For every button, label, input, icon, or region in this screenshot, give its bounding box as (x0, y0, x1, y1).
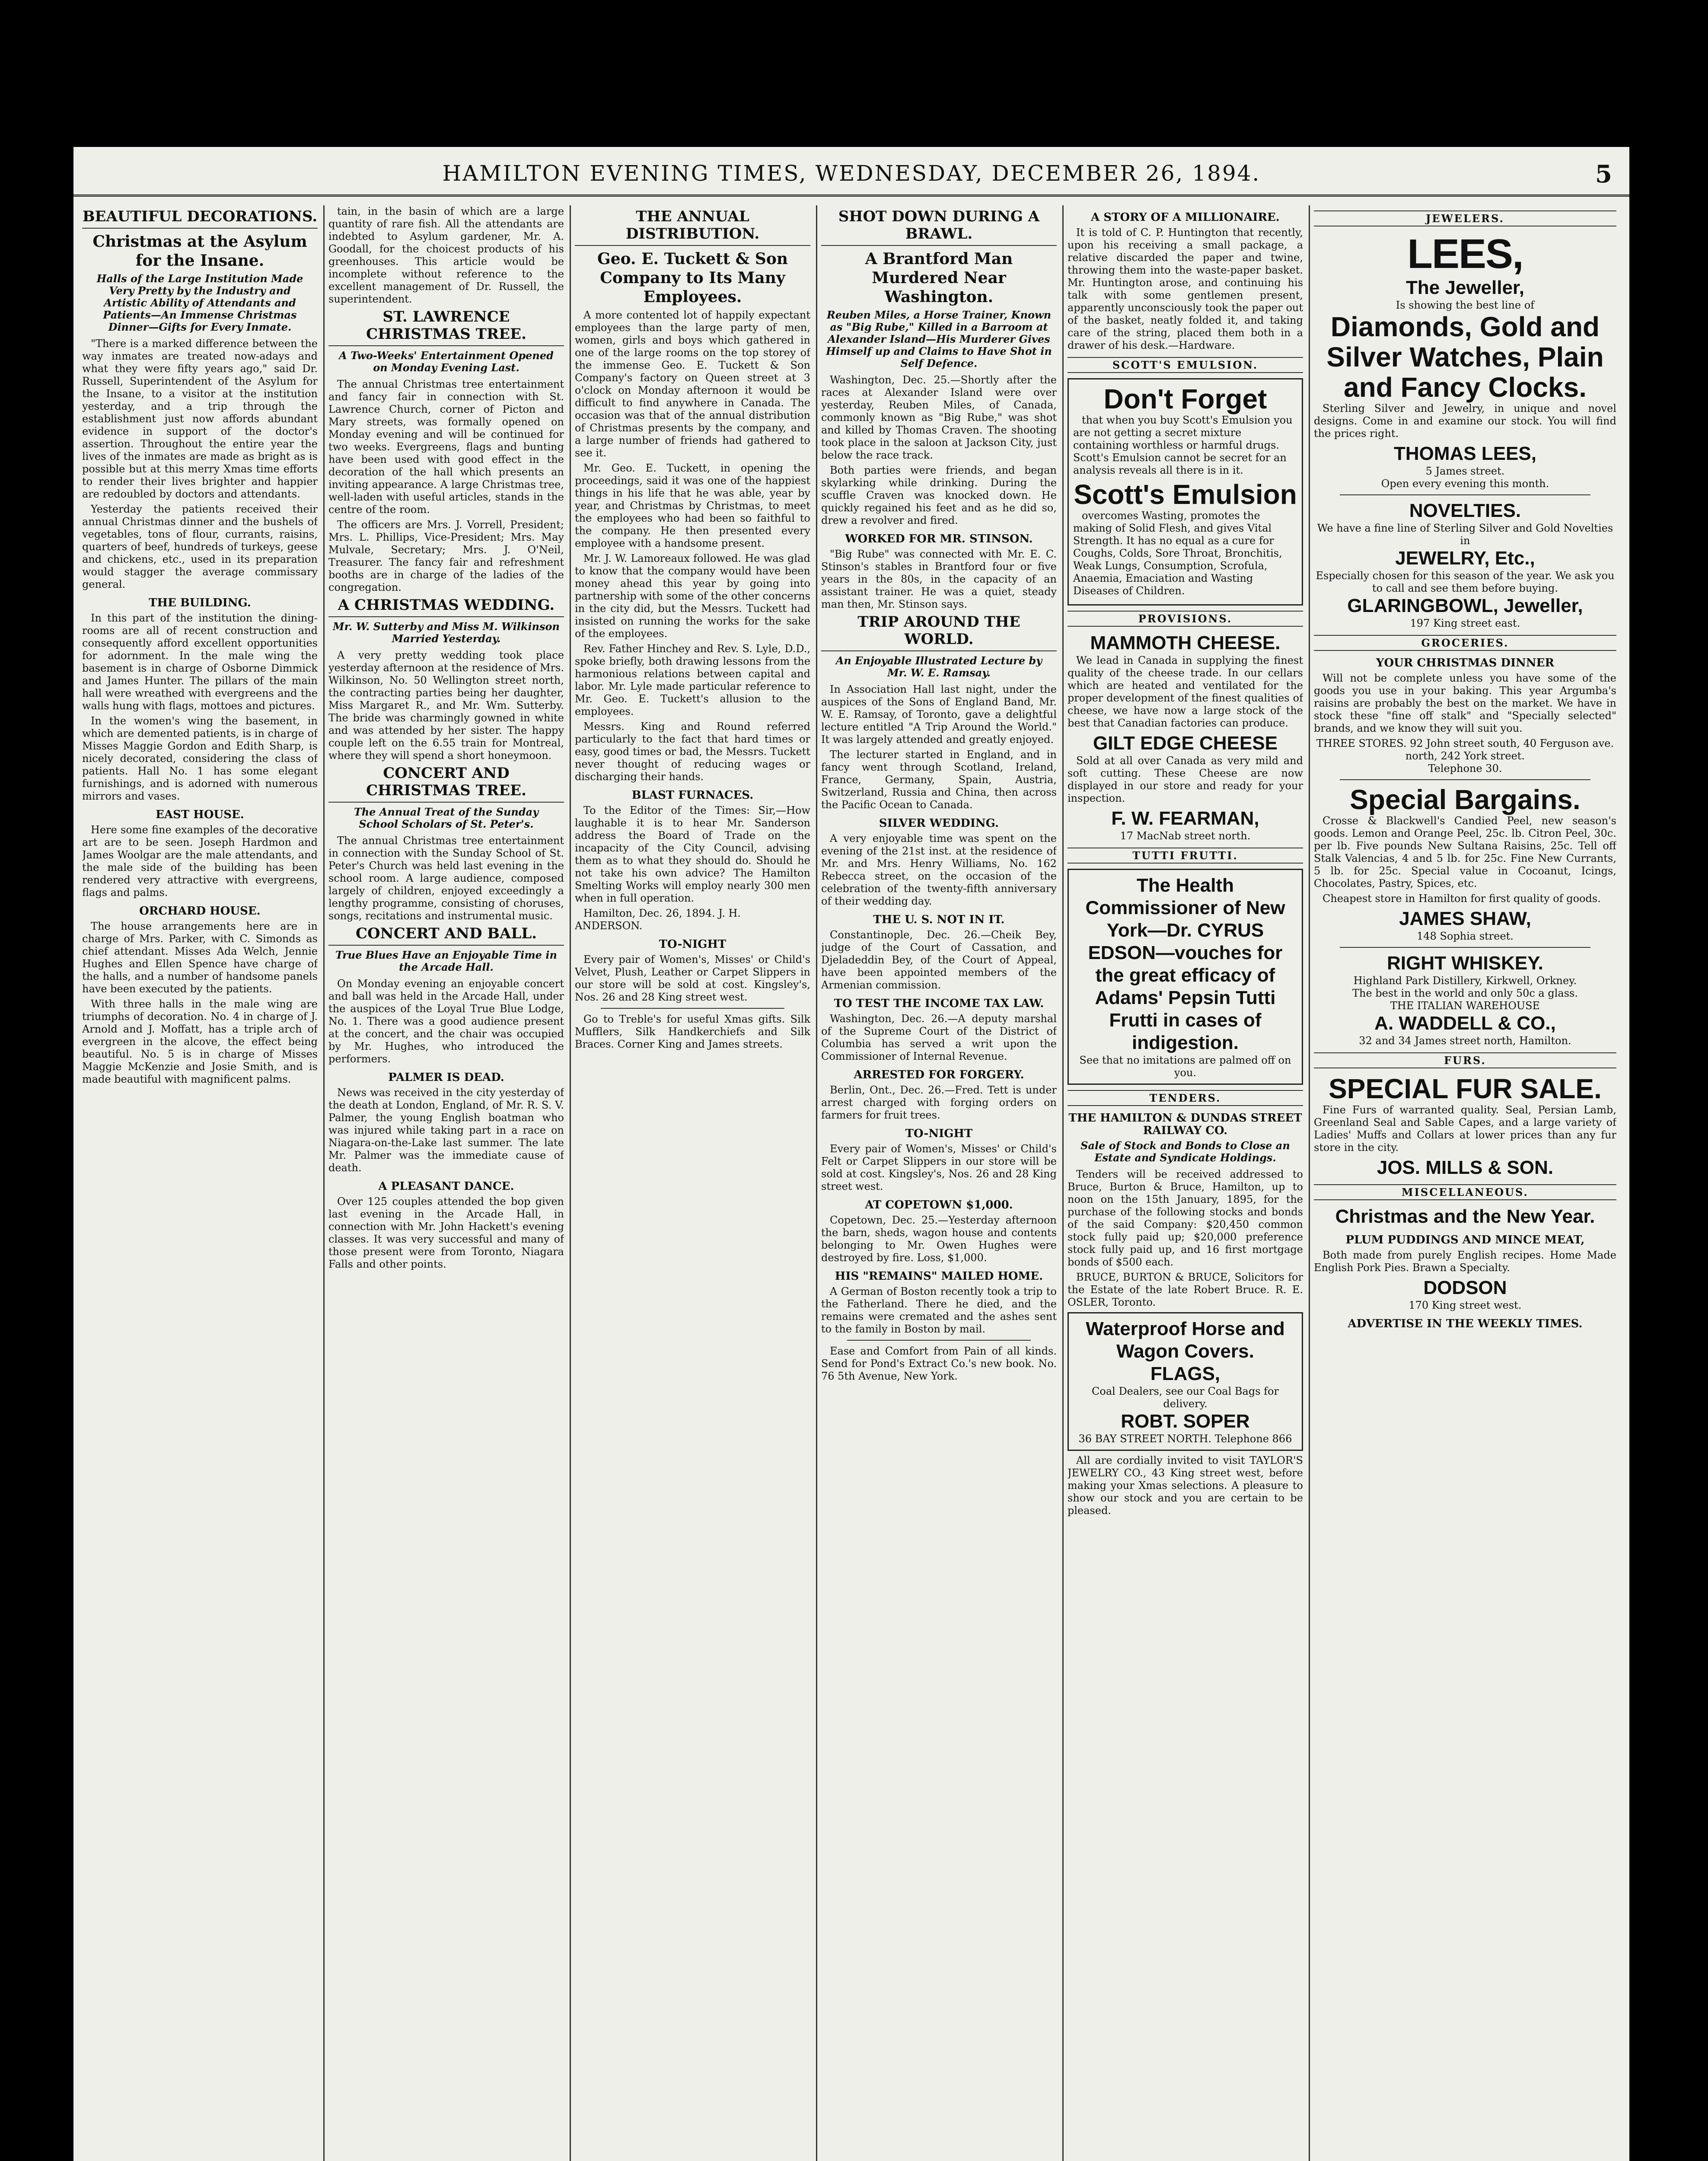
ad-title: GILT EDGE CHEESE (1093, 733, 1278, 754)
paragraph: To the Editor of the Times: Sir,—How laughable it is to hear Mr. Sanderson address the Board of Trade on the incapacity of the City Council, advising them as to what they should do. Should he not take his own advice? The Hamilton Smelting Works will employ nearly 300 men when in full operation. (575, 804, 810, 904)
ad-address: 17 MacNab street north. (1120, 830, 1251, 842)
paragraph: It is told of C. P. Huntington that recently, upon his receiving a small package, a relative discarded the paper and twine, throwing them into the waste-paper basket. Mr. Huntington arose, and continuing his talk with some gentlemen present, apparently unconsciously took the paper out of the basket, neatly folded it, and taking care of the string, placed them both in a drawer of his desk.—Hardware. (1068, 226, 1303, 351)
ad-subtitle: Sale of Stock and Bonds to Close an Estate and Syndicate Holdings. (1080, 1139, 1290, 1164)
ad-text: We lead in Canada in supplying the finest quality of the cheese trade. In our cellars which are heated and ventilated for the proper development of the finest qualities of cheese, we have now a large stock of the best that Canadian factories can produce. (1068, 654, 1303, 729)
ad-text: that when you buy Scott's Emulsion you are not getting a secret mixture containing worthless or harmful drugs. Scott's Emulsion cannot be secret for an analysis reveals all there is in it. (1073, 414, 1293, 476)
ad-title: NOVELTIES. (1409, 500, 1521, 521)
article-heading: THE ANNUAL DISTRIBUTION. (575, 208, 810, 246)
ad-title: MAMMOTH CHEESE. (1090, 632, 1281, 653)
article-heading: BEAUTIFUL DECORATIONS. (82, 208, 318, 229)
ad-title: YOUR CHRISTMAS DINNER (1376, 657, 1555, 669)
column-1 (82, 205, 318, 2161)
ad-name: A. WADDELL & CO., (1374, 1013, 1556, 1034)
divider (847, 1340, 1031, 1341)
divider (1340, 947, 1590, 948)
divider (1340, 494, 1590, 495)
section-title: PALMER IS DEAD. (388, 1071, 504, 1084)
ad-title: THE HAMILTON & DUNDAS STREET RAILWAY CO. (1068, 1112, 1302, 1137)
paragraph: On Monday evening an enjoyable concert and ball was held in the Arcade Hall, under the auspices of the Loyal True Blue Lodge, No. 1. There was a good audience present at the concert, and the chair was occupied by Mr. Hughes, who introduced the performers. (328, 978, 564, 1065)
article-deck: Halls of the Large Institution Made Very Pretty by the Industry and Artistic Ability of Attendants and Patients—An Immense Christmas Dinner—Gifts for Every Inmate. (96, 272, 303, 333)
ad-name: THOMAS LEES, (1393, 443, 1537, 464)
ad-text: overcomes Wasting, promotes the making of Solid Flesh, and gives Vital Strength. It has no equal as a cure for Coughs, Colds, Sore Throat, Bronchitis, Weak Lungs, Consumption, Scrofula, Anaemia, Emaciation and Wasting Diseases of Children. (1073, 510, 1282, 597)
section-title: THE BUILDING. (149, 596, 251, 609)
paragraph: Over 125 couples attended the bop given last evening in the Arcade Hall, in connection with Mr. John Hackett's evening classes. It was very successful and many of those present were from Toronto, Niagara Falls and other points. (328, 1195, 564, 1270)
paragraph: Go to Treble's for useful Xmas gifts. Silk Mufflers, Silk Handkerchiefs and Silk Braces. Corner King and James streets. (575, 1013, 810, 1050)
ad-text: Coal Dealers, see our Coal Bags for delivery. (1092, 1385, 1279, 1410)
paragraph: Both parties were friends, and began skylarking while drinking. During the scuffle Craven was knocked down. He quickly regained his feet and as he did so, drew a revolver and fired. (821, 464, 1057, 526)
ad-note: Cheapest store in Hamilton for first quality of goods. (1322, 892, 1601, 905)
section-title: AT COPETOWN $1,000. (865, 1198, 1013, 1211)
section-title: EAST HOUSE. (156, 808, 244, 821)
ad-name: ROBT. SOPER (1121, 1411, 1250, 1432)
section-title: THE U. S. NOT IN IT. (873, 913, 1005, 926)
section-title: WORKED FOR MR. STINSON. (845, 532, 1033, 545)
column-2 (328, 205, 564, 2161)
ad-address: 170 King street west. (1408, 1299, 1522, 1311)
paragraph: The house arrangements here are in charge of Mrs. Parker, with C. Simonds as chief attendant. Misses Ada Welch, Jennie Hughes and Ellen Spence have charge of the halls, and a number of handsome panels have been executed by the patients. (82, 920, 318, 995)
article-heading: A CHRISTMAS WEDDING. (328, 596, 564, 617)
ad-category: GROCERIES. (1314, 635, 1616, 651)
paragraph: Messrs. King and Round referred particularly to the fact that hard times or easy, good times or bad, the Messrs. Tuckett never thought of reducing wages or discharging their hands. (575, 720, 810, 783)
ad-text: Sold at all over Canada as very mild and soft cutting. These Cheese are now displayed in our store and ready for your inspection. (1068, 755, 1303, 804)
article-heading: CONCERT AND CHRISTMAS TREE. (328, 765, 564, 803)
ad-address: 148 Sophia street. (1417, 930, 1514, 942)
ad-category: PROVISIONS. (1068, 611, 1303, 627)
article-heading: SHOT DOWN DURING A BRAWL. (821, 208, 1057, 246)
ad-title: LEES, (1407, 231, 1523, 277)
ad-category: SCOTT'S EMULSION. (1068, 357, 1303, 373)
column-rule (816, 205, 817, 2161)
paragraph: Here some fine examples of the decorative art are to be seen. Joseph Hardmon and James Woolgar are the male attendants, and the male side of the building has been rendered very attractive with evergreens, flags and palms. (82, 824, 318, 899)
column-rule (1062, 205, 1064, 2161)
paragraph: The annual Christmas tree entertainment in connection with the Sunday School of St. Peter's Church was held last evening in the school room. A large audience, composed largely of children, enjoyed exceedingly a lengthy programme, consisting of choruses, songs, recitations and instrumental music. (328, 835, 564, 922)
paragraph: A very pretty wedding took place yesterday afternoon at the residence of Mrs. Wilkinson, No. 50 Wellington street north, the contracting parties being her daughter, Miss Margaret R., and Mr. Wm. Sutterby. The bride was charmingly gowned in white and was attended by her sister. The happy couple left on the 6.55 train for Montreal, where they will spend a short honeymoon. (328, 649, 564, 762)
paragraph: A German of Boston recently took a trip to the Fatherland. There he died, and the remains were cremated and the ashes sent to the family in Boston by mail. (821, 1285, 1057, 1335)
ad-subtitle: The Jeweller, (1406, 277, 1524, 298)
paragraph: Every pair of Women's, Misses' or Child's Felt or Carpet Slippers in our store will be sold at cost. Kingsley's, Nos. 26 and 28 King street west. (821, 1143, 1057, 1192)
article-heading: TRIP AROUND THE WORLD. (821, 613, 1057, 651)
article-deck: The Annual Treat of the Sunday School Scholars of St. Peter's. (354, 806, 539, 830)
paragraph: The lecturer started in England, and in fancy went through Scotland, Ireland, France, Germany, Spain, Austria, Switzerland, Russia and China, then across the Pacific Ocean to Canada. (821, 749, 1057, 811)
paragraph: Mr. Geo. E. Tuckett, in opening the proceedings, said it was one of the happiest things in his life that he was able, year by year, and Christmas by Christmas, to meet the employees who had been so faithful to the company. He then presented every employee with a handsome present. (575, 462, 810, 549)
ad-text: Especially chosen for this season of the year. We ask you to call and see them before buying. (1316, 570, 1615, 594)
ad-name: JOS. MILLS & SON. (1377, 1157, 1554, 1178)
paragraph: The officers are Mrs. J. Vorrell, President; Mrs. L. Phillips, Vice-President; Mrs. May Mulvale, Secretary; Mrs. J. O'Neil, Treasurer. The fancy fair and refreshment booths are in charge of the ladies of the congregation. (328, 519, 564, 593)
article-deck: An Enjoyable Illustrated Lecture by Mr. W. E. Ramsay. (835, 654, 1042, 679)
paragraph: A more contented lot of happily expectant employees than the large party of men, women, girls and boys which gathered in one of the large rooms on the top storey of the immense Geo. E. Tuckett & Son Company's factory on Queen street at 3 o'clock on Monday afternoon it would be difficult to find anywhere in Canada. The occasion was that of the annual distribution of Christmas presents by the company, and a large number of friends had gathered to see it. (575, 309, 810, 459)
ad-text: We have a fine line of Sterling Silver and Gold Novelties in (1317, 522, 1613, 547)
ad-category: JEWELERS. (1314, 210, 1616, 226)
newspaper-page (73, 147, 1629, 2161)
ad-title: Special Bargains. (1350, 784, 1581, 815)
paragraph: In this part of the institution the dining-rooms are all of recent construction and consequently afford excellent opportunities for adornment. In the male wing the basement is in charge of Osborne Dimmick and James Hunter. The pillars of the main hall were wreathed with evergreens and the walls hung with flags, mottoes and pictures. (82, 612, 318, 712)
ad-address: 32 and 34 James street north, Hamilton. (1359, 1035, 1571, 1047)
paragraph: A very enjoyable time was spent on the evening of the 21st inst. at the residence of Mr. and Mrs. Henry Williams, No. 162 Rebecca street, on the occasion of the celebration of the twenty-fifth anniversary of their wedding day. (821, 832, 1057, 907)
ad-text: THE ITALIAN WAREHOUSE (1390, 1000, 1540, 1012)
ad-text: Crosse & Blackwell's Candied Peel, new season's goods. Lemon and Orange Peel, 25c. lb. Citron Peel, 30c. per lb. Five pounds New Sultana Raisins, 25c. Tell off Stalk Valencias, 4 and 5 lb. for 25c. Fine New Currants, 5 lb. for 25c. Special value in Cocoanut, Icings, Chocolates, Pastry, Spices, etc. (1314, 815, 1616, 889)
section-title: BLAST FURNACES. (631, 789, 754, 802)
ad-name: DODSON (1423, 1277, 1507, 1298)
paragraph: "Big Rube" was connected with Mr. E. C. Stinson's stables in Brantford four or five years in the 80s, in the capacity of an assistant trainer. He was a quiet, steady man then, Mr. Stinson says. (821, 548, 1057, 610)
ad-title: Christmas and the New Year. (1335, 1206, 1595, 1227)
page-footer: ADVERTISE IN THE WEEKLY TIMES. (1348, 1317, 1583, 1330)
paragraph: In the women's wing the basement, in which are demented patients, is in charge of Misses Maggie Gordon and Edith Sharp, is nicely decorated, considering the class of patients. Hall No. 1 has some elegant furnishings, and is adorned with numerous mirrors and vases. (82, 715, 318, 802)
divider (601, 1008, 784, 1009)
article-deck: Mr. W. Sutterby and Miss M. Wilkinson Married Yesterday. (333, 620, 560, 645)
article-subhead: A Brantford Man Murdered Near Washington. (865, 250, 1013, 306)
paragraph: In Association Hall last night, under the auspices of the Sons of England Band, Mr. W. E. Ramsay, of Toronto, gave a delightful lecture entitled "A Trip Around the World." It was largely attended and greatly enjoyed. (821, 683, 1057, 746)
article-deck: True Blues Have an Enjoyable Time in the Arcade Hall. (335, 949, 557, 973)
article-heading: ST. LAWRENCE CHRISTMAS TREE. (328, 308, 564, 346)
ad-title: FLAGS, (1150, 1363, 1220, 1384)
ad-address: 36 BAY STREET NORTH. Telephone 866 (1078, 1433, 1292, 1445)
article-deck: Reuben Miles, a Horse Trainer, Known as "Big Rube," Killed in a Barroom at Alexander Island—His Murderer Gives Himself up and Claims to Have Shot in Self Defence. (826, 309, 1052, 370)
paragraph: The annual Christmas tree entertainment and fancy fair in connection with St. Lawrence Church, corner of Picton and Mary streets, was formally opened on Monday evening and will be continued for two weeks. Evergreens, flags and bunting have been used with good effect in the decoration of the hall which presents an inviting appearance. A large Christmas tree, well-laden with useful articles, stands in the centre of the room. (328, 378, 564, 516)
column-4 (821, 205, 1057, 2161)
paragraph: With three halls in the male wing are triumphs of decoration. No. 4 in charge of J. Arnold and J. Moffatt, has a triple arch of evergreen in the alcove, the effect being beautiful. No. 5 is in charge of Misses Maggie McKenzie and Josie Smith, and is made beautiful with magnificent palms. (82, 998, 318, 1085)
ad-subtitle: Highland Park Distillery, Kirkwell, Orkney. (1353, 975, 1577, 987)
section-title: A PLEASANT DANCE. (378, 1180, 514, 1193)
section-title: TO-NIGHT (905, 1127, 973, 1140)
ad-text: Both made from purely English recipes. Home Made English Pork Pies. Brawn a Specialty. (1314, 1249, 1616, 1274)
ad-title: JEWELRY, Etc., (1395, 548, 1535, 569)
tutti-frutti-ad (1068, 869, 1303, 1085)
column-rule (323, 205, 325, 2161)
column-3 (575, 205, 810, 2161)
ad-note: See that no imitations are palmed off on you. (1079, 1054, 1291, 1079)
article-subhead: Christmas at the Asylum for the Insane. (92, 233, 307, 270)
ad-text: Is showing the best line of (1396, 299, 1535, 311)
ad-category: TUTTI FRUTTI. (1068, 848, 1303, 864)
signature: Hamilton, Dec. 26, 1894. J. H. ANDERSON. (575, 907, 741, 932)
ad-text: Sterling Silver and Jewelry, in unique and novel designs. Come in and examine our stock. You will find the prices right. (1314, 402, 1616, 440)
ad-category: FURS. (1314, 1052, 1616, 1068)
ad-category: MISCELLANEOUS. (1314, 1184, 1616, 1200)
paragraph: Constantinople, Dec. 26.—Cheik Bey, judge of the Court of Cassation, and Djeladeddin Bey, of the Court of Appeal, have been appointed members of the Armenian commission. (821, 929, 1057, 991)
ad-subtitle: PLUM PUDDINGS AND MINCE MEAT, (1345, 1233, 1585, 1246)
ad-name: GLARINGBOWL, Jeweller, (1347, 595, 1583, 616)
section-title: SILVER WEDDING. (879, 817, 999, 830)
ad-address: 5 James street. (1425, 465, 1505, 477)
column-rule (570, 205, 571, 2161)
masthead (73, 156, 1629, 197)
ad-text: Fine Furs of warranted quality. Seal, Persian Lamb, Greenland Seal and Sable Capes, and a large variety of Ladies' Muffs and Collars at lower prices than any fur store in the city. (1314, 1104, 1616, 1154)
paragraph: Washington, Dec. 26.—A deputy marshal of the Supreme Court of the District of Columbia has served a writ upon the Commissioner of Internal Revenue. (821, 1013, 1057, 1062)
paragraph: News was received in the city yesterday of the death at London, England, of Mr. R. S. V. Palmer, the young English boatman who was injured while taking part in a race on Niagara-on-the-Lake last summer. The late Mr. Palmer was the immediate cause of death. (328, 1087, 564, 1174)
ad-title: Waterproof Horse and Wagon Covers. (1086, 1318, 1285, 1362)
ad-address: 197 King street east. (1410, 617, 1520, 629)
paragraph: "There is a marked difference between the way inmates are treated now-adays and what they were fifty years ago," said Dr. Russell, Superintendent of the Asylum for the Insane, to a visitor at the institution yesterday, and a trip through the establishment just now affords abundant evidence in support of the doctor's assertion. Throughout the entire year the lives of the inmates are made as bright as is possible but at this merry Xmas time efforts to render their lives brighter and happier are redoubled by doctors and attendants. (82, 338, 318, 500)
paragraph: Washington, Dec. 25.—Shortly after the races at Alexander Island were over yesterday, Reuben Miles, of Canada, commonly known as "Big Rube," was shot and killed by Thomas Craven. The shooting took place in the saloon at Jackson City, just below the race track. (821, 374, 1057, 461)
section-title: TO TEST THE INCOME TAX LAW. (834, 997, 1044, 1010)
ad-title: Don't Forget (1103, 383, 1267, 414)
column-5 (1068, 205, 1303, 2161)
paragraph: Every pair of Women's, Misses' or Child's Velvet, Plush, Leather or Carpet Slippers in our store will be sold at cost. Kingsley's, Nos. 26 and 28 King street west. (575, 953, 810, 1003)
ad-brand: Scott's Emulsion (1074, 479, 1297, 510)
paragraph: Ease and Comfort from Pain of all kinds. Send for Pond's Extract Co.'s new book. No. 76 5th Avenue, New York. (821, 1345, 1057, 1382)
ad-text: Will not be complete unless you have some of the goods you use in your baking. This year Argumba's raisins are probably the best on the market. We have in stock these "fine off stalk" and "Specially selected" brands, and we know they will suit you. (1314, 672, 1616, 734)
divider (1340, 779, 1590, 780)
section-title: TO-NIGHT (659, 938, 727, 951)
ad-note: Open every evening this month. (1381, 478, 1549, 490)
article-subhead: Geo. E. Tuckett & Son Company to Its Many Employees. (597, 250, 788, 306)
paragraph: tain, in the basin of which are a large quantity of rare fish. All the attendants are indebted to Asylum gardener, Mr. A. Goodall, for the choicest products of his greenhouses. This article would be incomplete without reference to the excellent management of Dr. Russell, the superintendent. (328, 205, 564, 305)
section-title: ORCHARD HOUSE. (139, 905, 261, 918)
ad-title: RIGHT WHISKEY. (1387, 953, 1543, 974)
ad-category: TENDERS. (1068, 1090, 1303, 1106)
paragraph: Copetown, Dec. 25.—Yesterday afternoon the barn, sheds, wagon house and contents belonging to Mr. Owen Hughes were destroyed by fire. Loss, $1,000. (821, 1214, 1057, 1264)
paragraph: Berlin, Ont., Dec. 26.—Fred. Tett is under arrest charged with forging orders on farmers for fruit trees. (821, 1084, 1057, 1121)
page-number: 5 (1595, 160, 1612, 188)
paragraph: Mr. J. W. Lamoreaux followed. He was glad to know that the company would have been money ahead this year by going into partnership with some of the other concerns in the city did, but the Messrs. Tuckett had insisted on running the works for the sake of the employees. (575, 552, 810, 640)
ad-text: The Health Commissioner of New York—Dr. CYRUS EDSON—vouches for the great efficacy of Adams' Pepsin Tutti Frutti in cases of indigestion. (1085, 875, 1285, 1053)
ad-text: Tenders will be received addressed to Bruce, Burton & Bruce, Hamilton, up to noon on the 15th January, 1895, for the purchase of the following stocks and bonds of the said Company: $20,450 common stock fully paid up; $20,000 preference stock fully paid up, and 16 first mortgage bonds of $500 each. (1068, 1168, 1303, 1268)
article-deck: A Two-Weeks' Entertainment Opened on Monday Evening Last. (339, 349, 554, 374)
paragraph: Yesterday the patients received their annual Christmas dinner and the bushels of vegetables, tons of flour, currants, raisins, quarters of beef, hundreds of turkeys, geese and chickens, etc., used in its preparation would stagger the average commissary general. (82, 503, 318, 590)
section-title: HIS "REMAINS" MAILED HOME. (835, 1270, 1043, 1283)
ad-name: F. W. FEARMAN, (1111, 808, 1259, 829)
ad-title: SPECIAL FUR SALE. (1329, 1073, 1602, 1104)
ad-text: The best in the world and only 50c a glass. (1352, 987, 1578, 999)
ad-signature: BRUCE, BURTON & BRUCE, Solicitors for the Estate of the late Robert Bruce. R. E. OSLER, Toronto. (1068, 1271, 1303, 1308)
ad-items: Diamonds, Gold and Silver Watches, Plain and Fancy Clocks. (1326, 311, 1604, 403)
ad-telephone: Telephone 30. (1428, 762, 1502, 775)
ad-name: JAMES SHAW, (1399, 908, 1531, 929)
ad-stores: THREE STORES. 92 John street south, 40 Ferguson ave. north, 242 York street. (1316, 737, 1614, 762)
section-title: A STORY OF A MILLIONAIRE. (1091, 211, 1280, 224)
article-heading: CONCERT AND BALL. (328, 925, 564, 946)
scott-emulsion-ad (1068, 378, 1303, 606)
section-title: ARRESTED FOR FORGERY. (854, 1068, 1024, 1081)
ad-text: All are cordially invited to visit TAYLOR'S JEWELRY CO., 43 King street west, before making your Xmas selections. A pleasure to show our stock and you are certain to be pleased. (1068, 1454, 1303, 1517)
column-6 (1314, 205, 1616, 2161)
wagon-covers-ad (1068, 1312, 1303, 1451)
paragraph: Rev. Father Hinchey and Rev. S. Lyle, D.D., spoke briefly, both drawing lessons from the harmonious relations between capital and labor. Mr. Lyle made particular reference to Mr. Geo. E. Tuckett's allusion to the employees. (575, 643, 810, 717)
column-rule (1309, 205, 1310, 2161)
masthead-title: HAMILTON EVENING TIMES, WEDNESDAY, DECEMBER 26, 1894. (442, 161, 1261, 186)
